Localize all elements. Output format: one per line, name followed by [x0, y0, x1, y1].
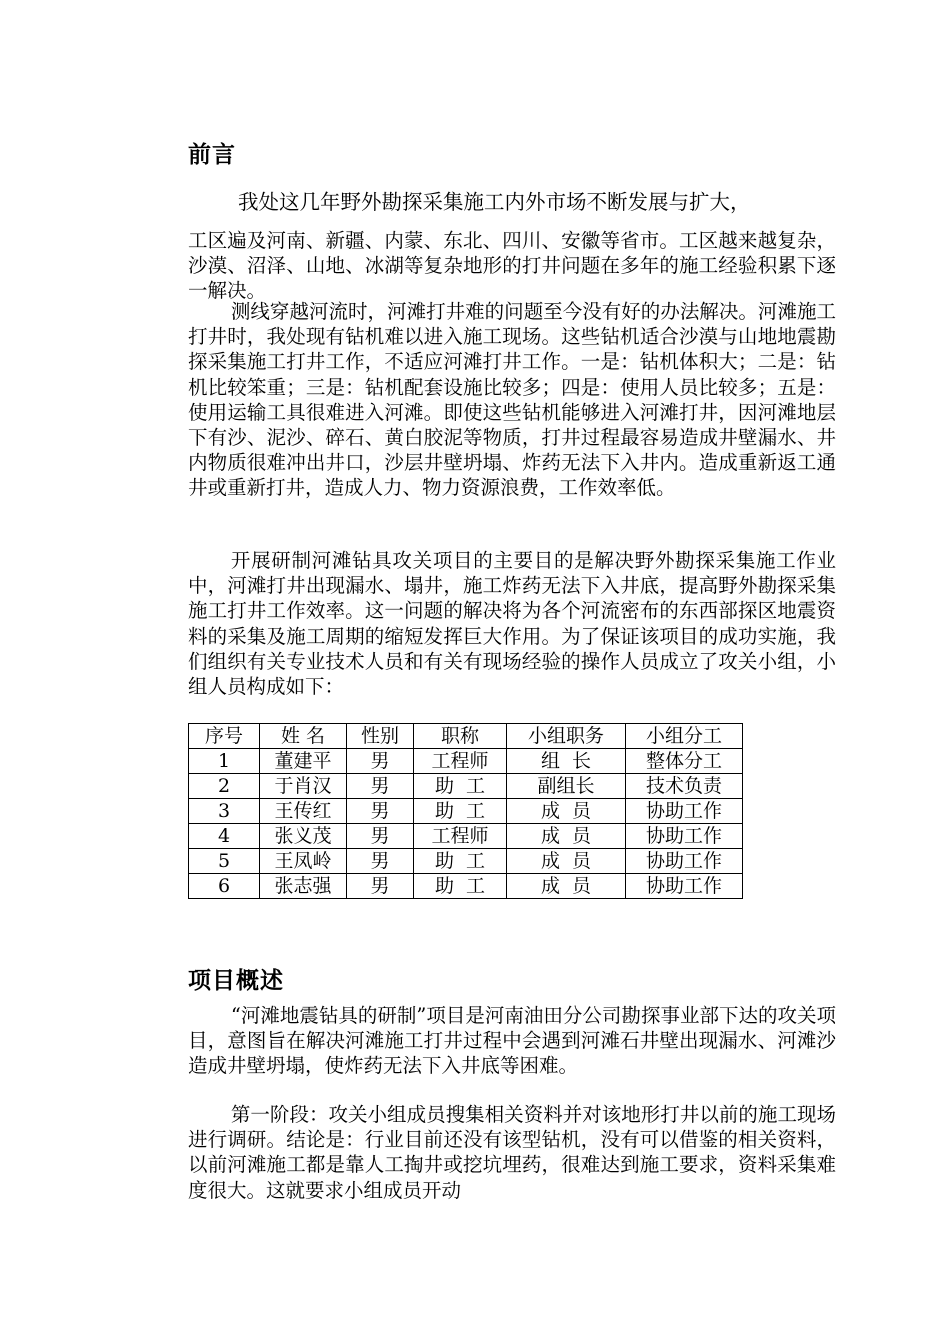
table-cell: 技术负责: [626, 774, 743, 799]
table-cell: 3: [189, 799, 260, 824]
table-cell: 董建平: [260, 749, 347, 774]
table-row: [189, 749, 743, 774]
table-row: [189, 849, 743, 874]
table-cell: 整体分工: [626, 749, 743, 774]
section-heading-overview: 项目概述: [188, 968, 284, 994]
table-cell: 王凤岭: [260, 849, 347, 874]
table-cell: 工程师: [414, 824, 507, 849]
table-cell: 5: [189, 849, 260, 874]
table-cell: 4: [189, 824, 260, 849]
table-cell: 协助工作: [626, 849, 743, 874]
table-cell: 助 工: [414, 849, 507, 874]
table-cell: 成 员: [507, 824, 626, 849]
table-cell: 张义茂: [260, 824, 347, 849]
header-cell: 性别: [347, 724, 414, 749]
table-cell: 2: [189, 774, 260, 799]
table-cell: 男: [347, 799, 414, 824]
table-cell: 于肖汉: [260, 774, 347, 799]
table-cell: 男: [347, 774, 414, 799]
paragraph-first-line: 我处这几年野外勘探采集施工内外市场不断发展与扩大，: [238, 190, 751, 214]
table-cell: 男: [347, 874, 414, 899]
table-cell: 协助工作: [626, 824, 743, 849]
table-cell: 成 员: [507, 799, 626, 824]
paragraph-overview: “河滩地震钻具的研制”项目是河南油田分公司勘探事业部下达的攻关项目，意图旨在解决河滩施工打井过程中会遇到河滩石井壁出现漏水、河滩沙造成井壁坍塌，使炸药无法下入井底等困难。: [188, 1004, 836, 1078]
header-cell: 职称: [414, 724, 507, 749]
table-cell: 协助工作: [626, 874, 743, 899]
paragraph-stage-one: 第一阶段：攻关小组成员搜集相关资料并对该地形打井以前的施工现场进行调研。结论是：行业目前还没有该型钻机，没有可以借鉴的相关资料，以前河滩施工都是靠人工掏井或挖坑埋药，很难达到施工要求，资料采集难度很大。这就要求小组成员开动: [188, 1103, 836, 1202]
table-cell: 助 工: [414, 774, 507, 799]
paragraph-purpose: 开展研制河滩钻具攻关项目的主要目的是解决野外勘探采集施工作业中，河滩打井出现漏水、塌井，施工炸药无法下入井底，提高野外勘探采集施工打井工作效率。这一问题的解决将为各个河流密布的东西部探区地震资料的采集及施工周期的缩短发挥巨大作用。为了保证该项目的成功实施，我们组织有关专业技术人员和有关有现场经验的操作人员成立了攻关小组，小组人员构成如下：: [188, 549, 836, 699]
table-cell: 工程师: [414, 749, 507, 774]
table-cell: 副组长: [507, 774, 626, 799]
table-cell: 成 员: [507, 874, 626, 899]
table-cell: 助 工: [414, 799, 507, 824]
header-cell: 小组分工: [626, 724, 743, 749]
table-cell: 男: [347, 849, 414, 874]
team-members-table: [188, 723, 743, 899]
table-cell: 男: [347, 824, 414, 849]
table-cell: 协助工作: [626, 799, 743, 824]
table-cell: 组 长: [507, 749, 626, 774]
paragraph-scope: 工区遍及河南、新疆、内蒙、东北、四川、安徽等省市。工区越来越复杂，沙漠、沼泽、山地、冰湖等复杂地形的打井问题在多年的施工经验积累下逐一解决。: [188, 229, 836, 303]
table-cell: 王传红: [260, 799, 347, 824]
table-row: [189, 824, 743, 849]
table-cell: 助 工: [414, 874, 507, 899]
table-row: [189, 874, 743, 899]
header-cell: 序号: [189, 724, 260, 749]
table-cell: 男: [347, 749, 414, 774]
section-heading-preface: 前言: [188, 142, 236, 168]
table-cell: 1: [189, 749, 260, 774]
header-cell: 姓 名: [260, 724, 347, 749]
table-cell: 成 员: [507, 849, 626, 874]
header-cell: 小组职务: [507, 724, 626, 749]
table-row: [189, 774, 743, 799]
paragraph-problem: 测线穿越河流时，河滩打井难的问题至今没有好的办法解决。河滩施工打井时，我处现有钻机难以进入施工现场。这些钻机适合沙漠与山地地震勘探采集施工打井工作，不适应河滩打井工作。一是：钻机体积大；二是：钻机比较笨重；三是：钻机配套设施比较多；四是：使用人员比较多；五是：使用运输工具很难进入河滩。即使这些钻机能够进入河滩打井，因河滩地层下有沙、泥沙、碎石、黄白胶泥等物质，打井过程最容易造成井壁漏水、井内物质很难冲出井口，沙层井壁坍塌、炸药无法下入井内。造成重新返工通井或重新打井，造成人力、物力资源浪费，工作效率低。: [188, 300, 836, 500]
table-header-row: [189, 724, 743, 749]
table-row: [189, 799, 743, 824]
table-cell: 张志强: [260, 874, 347, 899]
table-cell: 6: [189, 874, 260, 899]
